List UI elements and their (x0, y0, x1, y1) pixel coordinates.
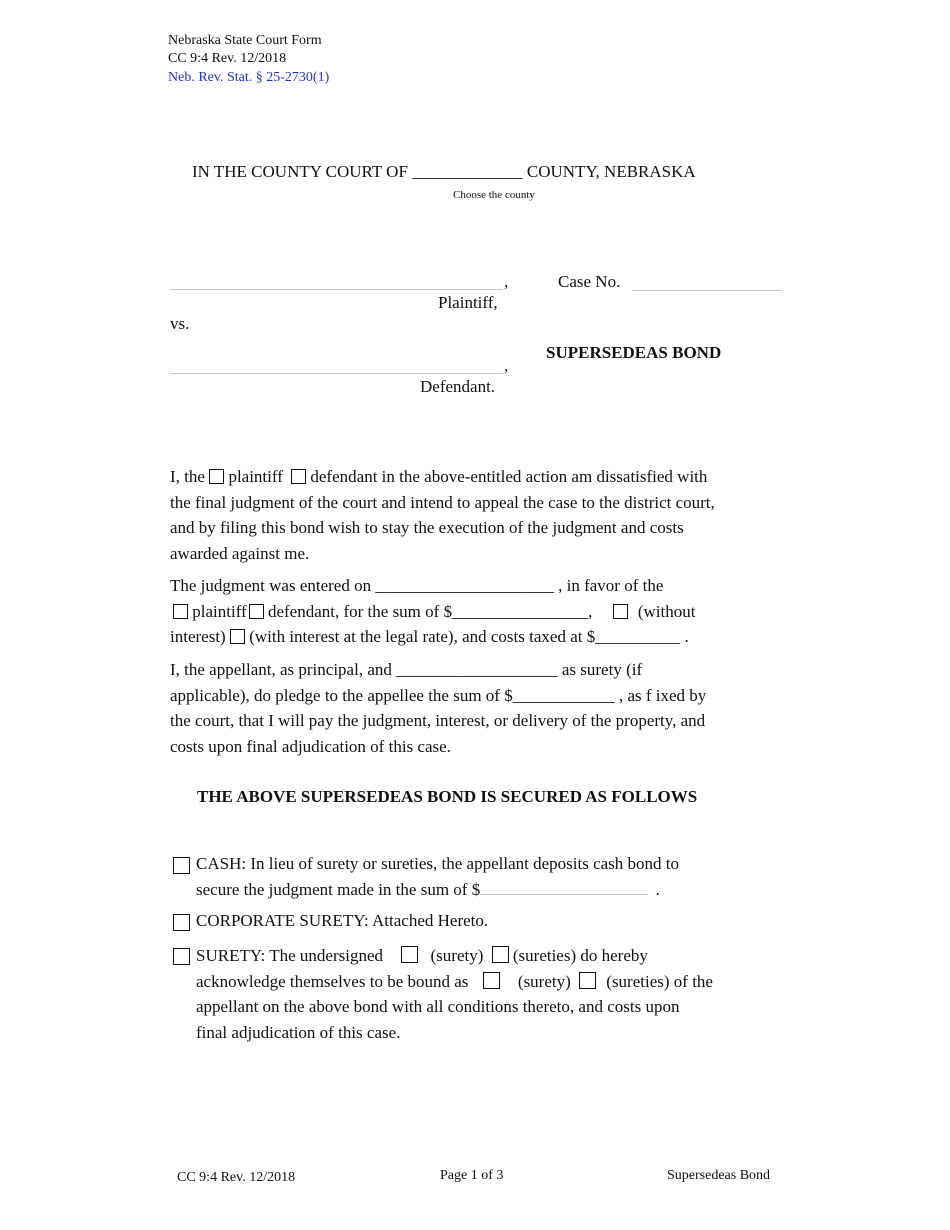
text: the court, that I will pay the judgment, interest, or delivery of the property, and (170, 711, 706, 730)
corporate-surety-checkbox[interactable] (173, 914, 190, 931)
secured-heading: THE ABOVE SUPERSEDEAS BOND IS SECURED AS FOLLOWS (197, 787, 698, 806)
text: (sureties) do hereby (512, 946, 648, 965)
county-select[interactable]: _____________ (412, 162, 523, 181)
text: final adjudication of this case. (196, 1022, 401, 1042)
text: and by filing this bond wish to stay the execution of the judgment and costs (170, 518, 684, 537)
text: awarded against me. (170, 543, 310, 563)
surety-option (196, 943, 816, 1045)
plaintiff-name-field[interactable] (170, 289, 503, 290)
text: defendant in the above-entitled action am dissatisfied with (310, 467, 708, 486)
defendant-comma: , (504, 356, 509, 375)
corporate-surety-label: CORPORATE SURETY: Attached Hereto. (196, 911, 489, 930)
defendant-label: Defendant. (420, 377, 496, 396)
text: secure the judgment made in the sum of $ (196, 879, 481, 899)
undersigned-sureties-checkbox[interactable] (492, 946, 509, 963)
text: (sureties) of the (606, 971, 713, 991)
with-interest-checkbox[interactable] (230, 629, 245, 644)
paragraph-party (170, 464, 790, 566)
defendant-checkbox[interactable] (291, 469, 306, 484)
text: . (655, 879, 660, 899)
county-hint: Choose the county (453, 189, 535, 201)
footer-form-id: CC 9:4 Rev. 12/2018 (177, 1170, 296, 1185)
text: interest) (170, 627, 226, 646)
surety-name-line[interactable]: I, the appellant, as principal, and ___________________ as surety (if (170, 660, 643, 679)
statute-link[interactable]: Neb. Rev. Stat. § 25-2730(1) (168, 70, 330, 85)
judgment-sum-line[interactable]: defendant, for the sum of $________________, (267, 601, 593, 621)
pledge-sum-line[interactable]: applicable), do pledge to the appellee the sum of $____________ , as f ixed by (170, 685, 707, 705)
court-suffix: COUNTY, NEBRASKA (526, 162, 696, 181)
text: plaintiff (228, 467, 283, 486)
favor-defendant-checkbox[interactable] (249, 604, 264, 619)
text: (without (637, 601, 696, 621)
court-heading (192, 162, 696, 182)
text: appellant on the above bond with all conditions thereto, and costs upon (196, 997, 680, 1016)
text: the final judgment of the court and intend to appeal the case to the district court, (170, 492, 715, 512)
document-title: SUPERSEDEAS BOND (546, 343, 722, 362)
cash-checkbox[interactable] (173, 857, 190, 874)
case-no-label: Case No. (558, 272, 621, 291)
footer-page-number: Page 1 of 3 (440, 1168, 504, 1183)
plaintiff-comma: , (504, 272, 509, 291)
plaintiff-label: Plaintiff, (438, 293, 498, 312)
cash-amount-field[interactable] (480, 882, 648, 895)
court-prefix: IN THE COUNTY COURT OF (192, 162, 408, 181)
costs-line[interactable]: (with interest at the legal rate), and costs taxed at $__________ . (249, 627, 689, 646)
case-no-field[interactable] (632, 290, 782, 291)
text: costs upon final adjudication of this case. (170, 736, 451, 756)
form-name: Nebraska State Court Form (168, 33, 322, 48)
text: I, the (170, 467, 205, 486)
text: SURETY: The undersigned (196, 946, 383, 965)
favor-plaintiff-checkbox[interactable] (173, 604, 188, 619)
surety-checkbox[interactable] (173, 948, 190, 965)
form-revision: CC 9:4 Rev. 12/2018 (168, 51, 287, 66)
judgment-date-line[interactable]: The judgment was entered on _____________________ , in favor of the (170, 576, 664, 595)
paragraph-judgment (170, 573, 790, 650)
footer-form-title: Supersedeas Bond (667, 1168, 771, 1183)
bound-surety-checkbox[interactable] (483, 972, 500, 989)
text: plaintiff (192, 601, 247, 621)
vs-label: vs. (170, 314, 190, 333)
bound-sureties-checkbox[interactable] (579, 972, 596, 989)
undersigned-surety-checkbox[interactable] (401, 946, 418, 963)
without-interest-checkbox[interactable] (613, 604, 628, 619)
text: acknowledge themselves to be bound as (196, 971, 469, 991)
text: (surety) (517, 971, 571, 991)
defendant-name-field[interactable] (170, 373, 503, 374)
cash-option (196, 851, 816, 902)
plaintiff-checkbox[interactable] (209, 469, 224, 484)
text: (surety) (430, 946, 484, 965)
paragraph-pledge (170, 657, 790, 759)
text: CASH: In lieu of surety or sureties, the appellant deposits cash bond to (196, 854, 679, 873)
